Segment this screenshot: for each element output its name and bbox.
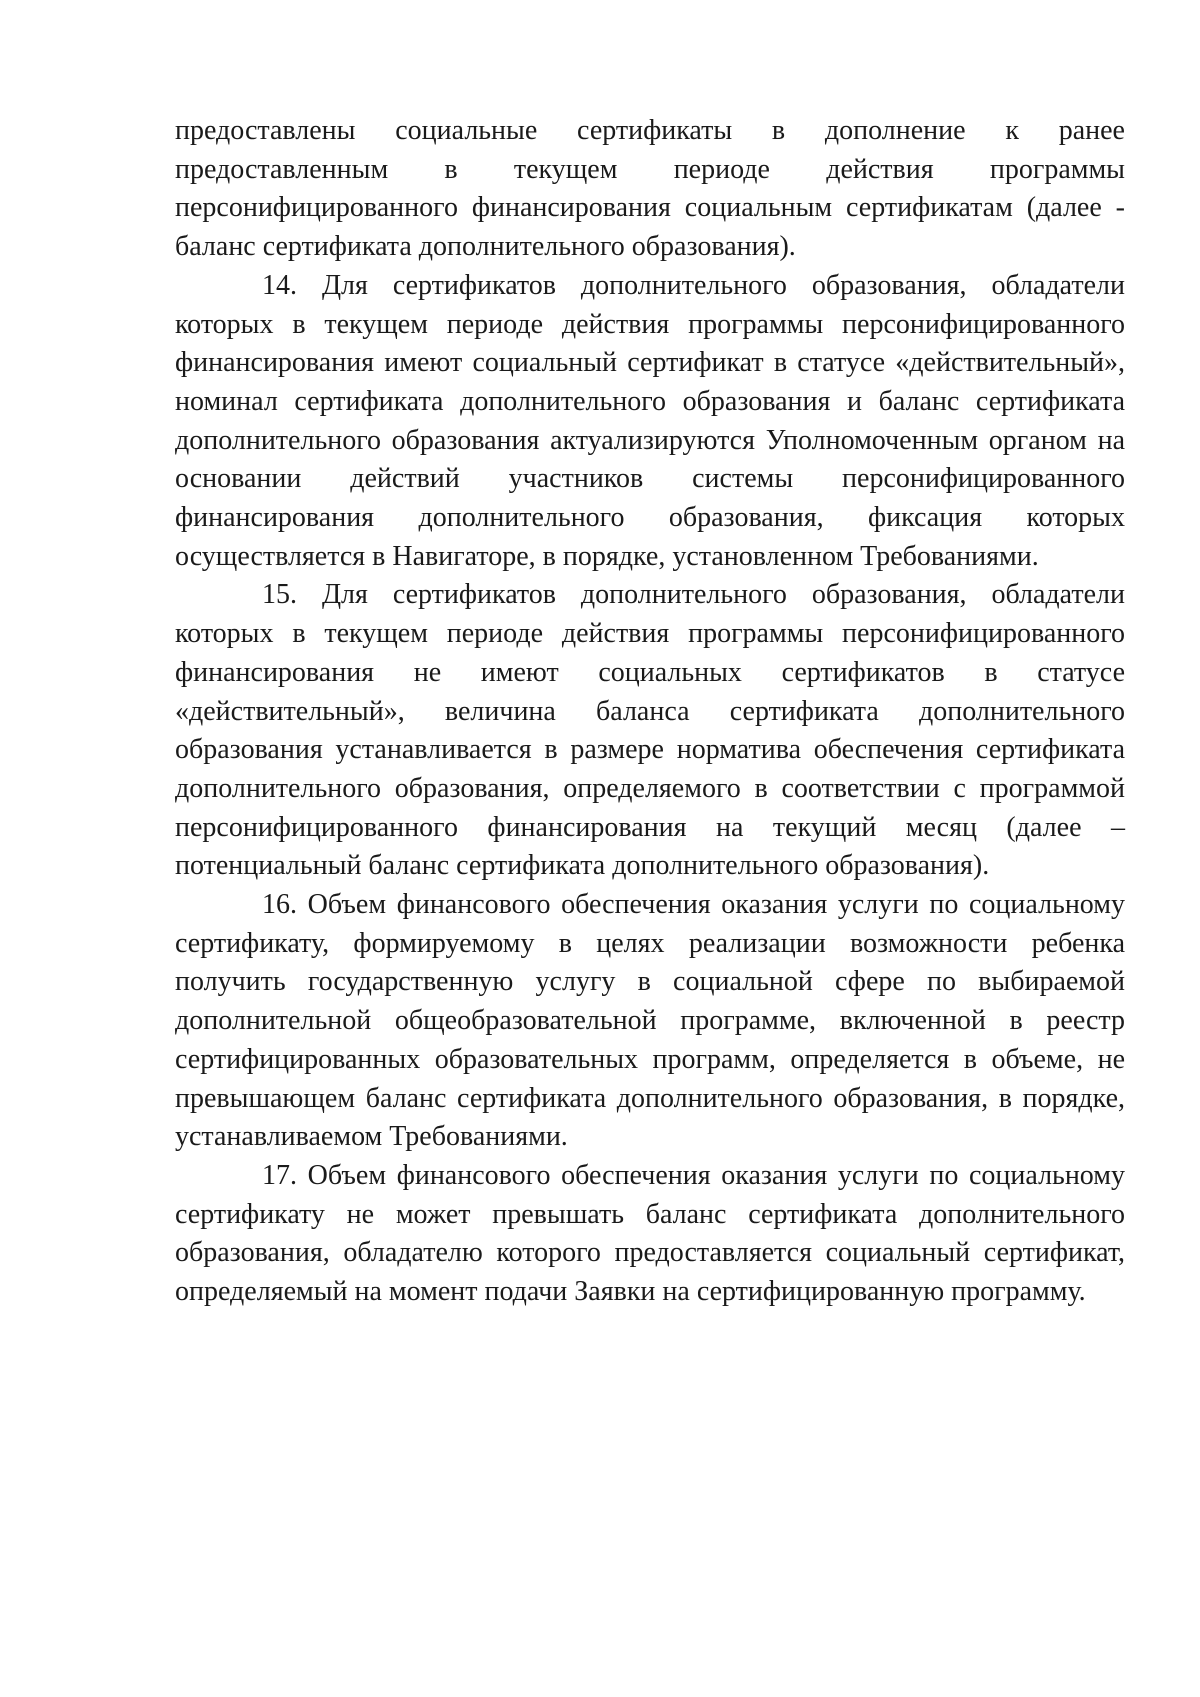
paragraph-item-16: 16. Объем финансового обеспечения оказания услуги по социальному сертификату, формируемому в целях реализации возможности ребенка получить государственную услугу в социальной сфере по выбираемой дополнительной общеобразовательной программе, включенной в реестр сертифицированных образовательных программ, определяется в объеме, не превышающем баланс сертификата дополнительного образования, в порядке, устанавливаемом Требованиями. <box>175 889 1125 1153</box>
paragraph-item-14: 14. Для сертификатов дополнительного образования, обладатели которых в текущем периоде действия программы персонифицированного финансирования имеют социальный сертификат в статусе «действительный», номинал сертификата дополнительного образования и баланс сертификата дополнительного образования актуализируются Уполномоченным органом на основании действий участников системы персонифицированного финансирования дополнительного образования, фиксация которых осуществляется в Навигаторе, в порядке, установленном Требованиями. <box>175 269 1125 572</box>
paragraph-item-15: 15. Для сертификатов дополнительного образования, обладатели которых в текущем периоде действия программы персонифицированного финансирования не имеют социальных сертификатов в статусе «действительный», величина баланса сертификата дополнительного образования устанавливается в размере норматива обеспечения сертификата дополнительного образования, определяемого в соответствии с программой персонифицированного финансирования на текущий месяц (далее – потенциальный баланс сертификата дополнительного образования). <box>175 579 1125 882</box>
document-body <box>175 112 1125 1312</box>
paragraph-item-17: 17. Объем финансового обеспечения оказания услуги по социальному сертификату не может превышать баланс сертификата дополнительного образования, обладателю которого предоставляется социальный сертификат, определяемый на момент подачи Заявки на сертифицированную программу. <box>175 1159 1125 1308</box>
paragraph-continuation: предоставлены социальные сертификаты в дополнение к ранее предоставленным в текущем периоде действия программы персонифицированного финансирования социальным сертификатам (далее - баланс сертификата дополнительного образования). <box>175 115 1125 263</box>
